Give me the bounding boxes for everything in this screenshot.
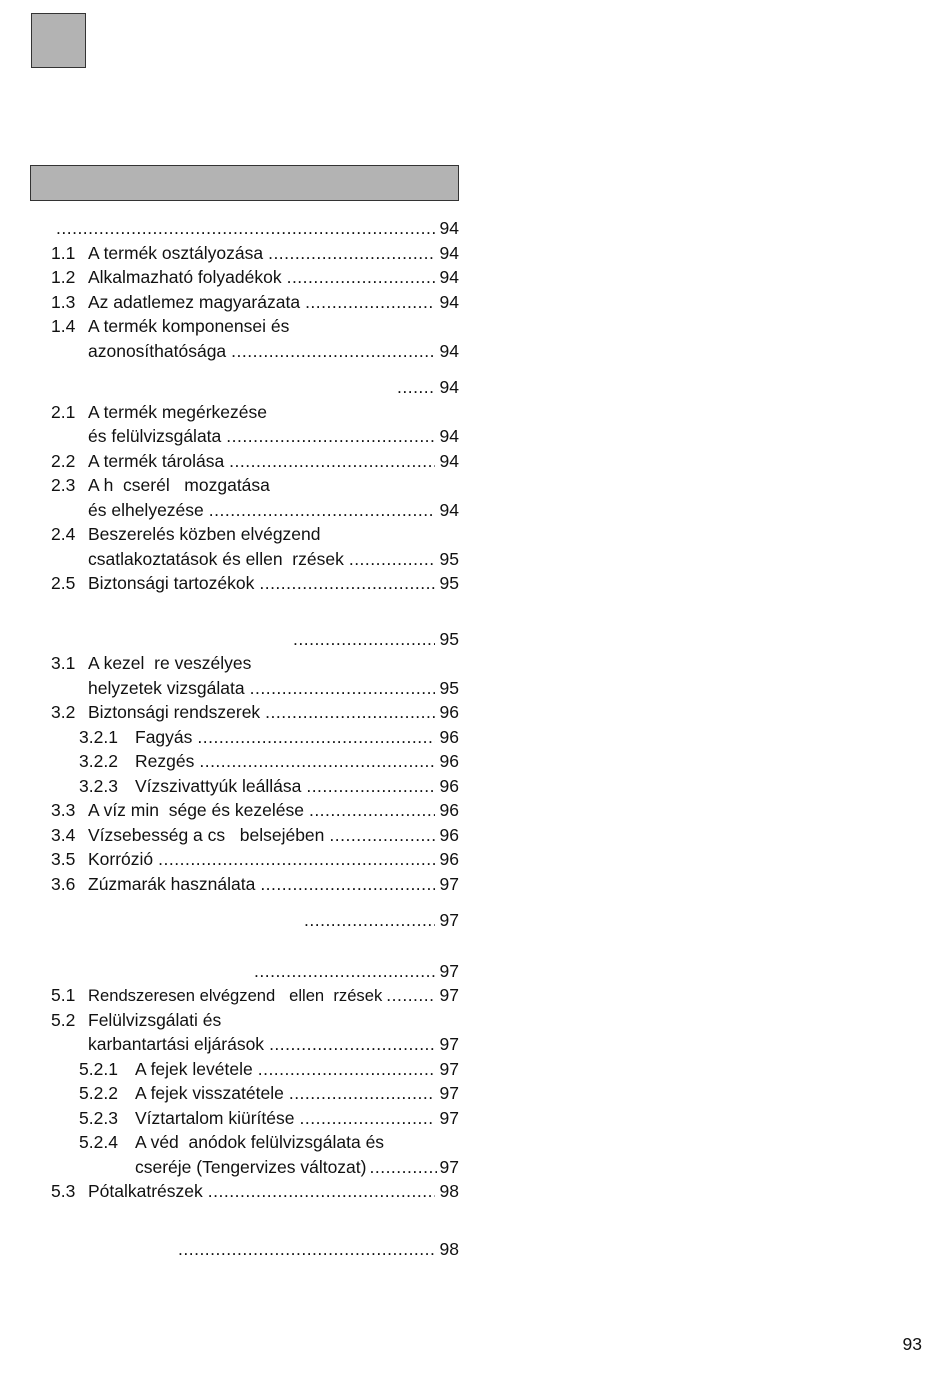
toc-entry-1-1[interactable] (51, 241, 459, 266)
toc-section-3[interactable] (51, 627, 459, 652)
leader-dots (305, 290, 434, 315)
toc-entry-5-2-2[interactable] (51, 1081, 459, 1106)
toc-entry-5-2-cont[interactable] (51, 1032, 459, 1057)
toc-number: 2.2 (51, 450, 76, 471)
page-number: 93 (902, 1334, 922, 1354)
toc-entry-2-3-cont[interactable] (51, 498, 459, 523)
toc-title: Korrózió (88, 849, 154, 869)
leader-dots (199, 749, 434, 774)
leader-dots (254, 959, 435, 984)
leader-dots (208, 1179, 435, 1204)
leader-dots (329, 823, 434, 848)
toc-title: Pótalkatrészek (88, 1181, 203, 1201)
toc-entry-1-4-cont[interactable] (51, 339, 459, 364)
toc-number: 5.2.1 (79, 1058, 118, 1079)
toc-entry-3-3[interactable] (51, 798, 459, 823)
toc-entry-5-1[interactable] (51, 983, 459, 1008)
toc-page: 94 (439, 267, 459, 287)
toc-page: 97 (439, 873, 459, 894)
leader-dots (158, 847, 434, 872)
toc-page: 94 (439, 242, 459, 263)
table-of-contents (51, 216, 459, 1261)
leader-dots (231, 339, 434, 364)
toc-page: 96 (439, 726, 459, 747)
toc-title: Rendszeresen elvégzend ellen rzések (88, 986, 383, 1005)
toc-section-2[interactable] (51, 375, 459, 400)
toc-entry-2-3[interactable] (51, 473, 459, 498)
toc-title: A víz min sége és kezelése (88, 800, 304, 820)
leader-dots (265, 700, 434, 725)
toc-page: 97 (439, 1083, 459, 1103)
toc-entry-3-5[interactable] (51, 847, 459, 872)
toc-title: cseréje (Tengervizes változat) (135, 1156, 367, 1177)
toc-number: 5.2.2 (79, 1083, 118, 1103)
leader-dots (293, 627, 435, 652)
toc-page: 97 (439, 985, 459, 1005)
toc-entry-2-1[interactable] (51, 400, 459, 425)
toc-entry-5-2-1[interactable] (51, 1057, 459, 1082)
toc-entry-3-1-cont[interactable] (51, 676, 459, 701)
toc-entry-3-4[interactable] (51, 823, 459, 848)
toc-number: 5.2 (51, 1009, 76, 1030)
toc-entry-5-2-3[interactable] (51, 1106, 459, 1131)
toc-page: 96 (439, 702, 459, 722)
toc-number: 3.2.2 (79, 751, 118, 771)
toc-title: A termék komponensei és (88, 316, 290, 336)
toc-number: 3.6 (51, 873, 76, 894)
toc-entry-5-2-4[interactable] (51, 1130, 459, 1155)
toc-title: karbantartási eljárások (88, 1034, 265, 1054)
toc-page: 97 (439, 1058, 459, 1079)
toc-title: és felülvizsgálata (88, 426, 222, 446)
toc-page: 96 (439, 824, 459, 845)
toc-page: 95 (439, 628, 459, 649)
leader-dots (369, 1155, 436, 1180)
toc-entry-2-4-cont[interactable] (51, 547, 459, 572)
leader-dots (309, 798, 435, 823)
toc-entry-5-2-4-cont[interactable] (51, 1155, 459, 1180)
toc-page: 97 (439, 960, 459, 981)
toc-page: 95 (439, 677, 459, 698)
leader-dots (269, 1032, 434, 1057)
toc-section-4[interactable] (51, 908, 459, 933)
toc-number: 3.2.1 (79, 726, 118, 747)
toc-page: 97 (439, 910, 459, 930)
toc-number: 3.2.3 (79, 775, 118, 796)
toc-page: 97 (439, 1034, 459, 1054)
leader-dots (304, 908, 435, 933)
toc-number: 1.3 (51, 291, 76, 312)
toc-page: 96 (439, 800, 459, 820)
toc-title: azonosíthatósága (88, 340, 227, 361)
leader-dots (178, 1237, 435, 1262)
leader-dots (258, 1057, 435, 1082)
leader-dots (300, 1106, 435, 1131)
toc-page: 94 (439, 218, 459, 238)
toc-title: A h cserél mozgatása (88, 475, 270, 495)
toc-page: 94 (439, 340, 459, 361)
toc-page: 97 (439, 1107, 459, 1128)
toc-title: Rezgés (135, 751, 195, 771)
toc-title: Felülvizsgálati és (88, 1009, 222, 1030)
toc-title: A véd anódok felülvizsgálata és (135, 1132, 385, 1152)
toc-entry-3-1[interactable] (51, 651, 459, 676)
toc-title: Alkalmazható folyadékok (88, 267, 282, 287)
toc-entry-5-3[interactable] (51, 1179, 459, 1204)
toc-title: Biztonsági rendszerek (88, 702, 261, 722)
leader-dots (287, 265, 435, 290)
leader-dots (229, 449, 434, 474)
toc-title: A termék megérkezése (88, 401, 267, 422)
toc-page: 95 (439, 573, 459, 593)
leader-dots (197, 725, 434, 750)
leader-dots (349, 547, 435, 572)
leader-dots (289, 1081, 435, 1106)
toc-number: 1.2 (51, 267, 76, 287)
toc-title: A termék tárolása (88, 450, 225, 471)
toc-entry-2-1-cont[interactable] (51, 424, 459, 449)
toc-number: 3.3 (51, 800, 76, 820)
toc-entry-2-4[interactable] (51, 522, 459, 547)
toc-entry-3-2-3[interactable] (51, 774, 459, 799)
toc-page: 96 (439, 751, 459, 771)
toc-number: 3.1 (51, 653, 76, 673)
toc-title: Beszerelés közben elvégzend (88, 524, 321, 544)
toc-page: 94 (439, 426, 459, 446)
toc-page: 94 (439, 291, 459, 312)
toc-entry-5-2[interactable] (51, 1008, 459, 1033)
toc-number: 1.1 (51, 242, 76, 263)
toc-number: 5.2.3 (79, 1107, 118, 1128)
toc-number: 5.2.4 (79, 1132, 118, 1152)
toc-page: 96 (439, 849, 459, 869)
toc-entry-1-3[interactable] (51, 290, 459, 315)
toc-section-1[interactable] (51, 216, 459, 241)
toc-page: 94 (439, 499, 459, 520)
leader-dots (259, 571, 434, 596)
toc-number: 3.4 (51, 824, 76, 845)
toc-title: csatlakoztatások és ellen rzések (88, 548, 344, 569)
toc-page: 94 (439, 450, 459, 471)
toc-title: helyzetek vizsgálata (88, 677, 245, 698)
toc-title: Az adatlemez magyarázata (88, 291, 301, 312)
toc-entry-3-2[interactable] (51, 700, 459, 725)
toc-entry-1-4[interactable] (51, 314, 459, 339)
toc-title: A fejek levétele (135, 1058, 253, 1079)
leader-dots (260, 872, 434, 897)
toc-number: 2.5 (51, 573, 76, 593)
toc-title: A fejek visszatétele (135, 1083, 284, 1103)
toc-page: 97 (439, 1156, 459, 1177)
toc-entry-3-2-2[interactable] (51, 749, 459, 774)
toc-title: Víztartalom kiürítése (135, 1107, 295, 1128)
toc-title: és elhelyezése (88, 499, 204, 520)
toc-number: 3.5 (51, 849, 76, 869)
toc-number: 3.2 (51, 702, 76, 722)
toc-entry-3-6[interactable] (51, 872, 459, 897)
toc-title: A kezel re veszélyes (88, 653, 252, 673)
toc-number: 5.1 (51, 985, 76, 1005)
leader-dots (209, 498, 435, 523)
language-tab-box (31, 13, 86, 68)
toc-number: 1.4 (51, 316, 76, 336)
leader-dots (56, 216, 435, 241)
toc-page: 96 (439, 775, 459, 796)
toc-entry-2-5[interactable] (51, 571, 459, 596)
toc-section-6[interactable] (51, 1237, 459, 1262)
toc-title: Vízszivattyúk leállása (135, 775, 302, 796)
toc-title: Zúzmarák használata (88, 873, 256, 894)
contents-header-bar (30, 165, 459, 201)
toc-entry-1-2[interactable] (51, 265, 459, 290)
leader-dots (250, 676, 435, 701)
toc-number: 5.3 (51, 1181, 76, 1201)
leader-dots: ....... (396, 377, 435, 397)
toc-entry-3-2-1[interactable] (51, 725, 459, 750)
toc-title: Biztonsági tartozékok (88, 573, 255, 593)
toc-section-5[interactable] (51, 959, 459, 984)
toc-page: 95 (439, 548, 459, 569)
toc-page: 98 (439, 1181, 459, 1201)
toc-number: 2.3 (51, 475, 76, 495)
leader-dots (386, 983, 435, 1008)
toc-number: 2.1 (51, 401, 76, 422)
toc-number: 2.4 (51, 524, 76, 544)
leader-dots (306, 774, 434, 799)
toc-entry-2-2[interactable] (51, 449, 459, 474)
leader-dots (268, 241, 434, 266)
toc-title: Fagyás (135, 726, 193, 747)
toc-title: Vízsebesség a cs belsejében (88, 824, 325, 845)
toc-title: A termék osztályozása (88, 242, 264, 263)
leader-dots (226, 424, 434, 449)
toc-page: 94 (439, 377, 459, 397)
toc-page: 98 (439, 1238, 459, 1259)
